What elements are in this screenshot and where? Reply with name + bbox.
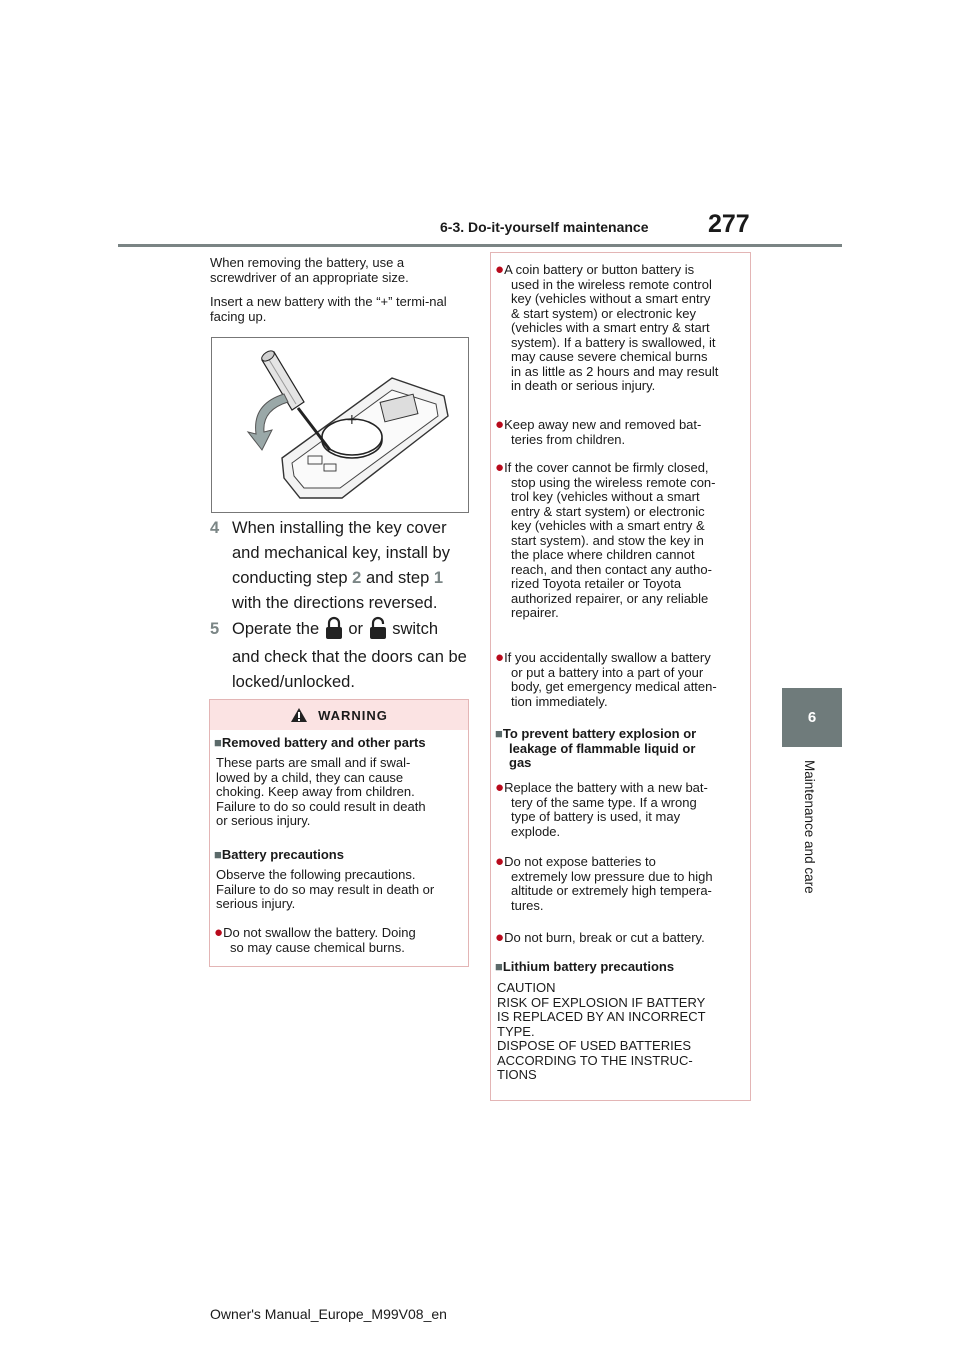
intro-paragraph-2: Insert a new battery with the “+” termi-nal facing up. (210, 294, 447, 324)
warning-box-left (209, 699, 469, 967)
unlock-icon (368, 616, 388, 640)
chapter-tab (782, 688, 842, 747)
intro-paragraph-1: When removing the battery, use a screwdriver of an appropriate size. (210, 255, 409, 285)
step-line: When installing the key cover (232, 519, 447, 537)
step-line (232, 616, 438, 643)
caution-text: CAUTION RISK OF EXPLOSION IF BATTERY IS REPLACED BY AN INCORRECT TYPE. DISPOSE OF USED BATTERIES ACCORDING TO THE INSTRUC- TIONS (497, 980, 706, 1082)
bullet-low-pressure: ●Do not expose batteries to extremely low pressure due to high altitude or extremely high tempera- tures. (495, 853, 713, 913)
bullet-do-not-burn: ●Do not burn, break or cut a battery. (495, 929, 705, 946)
chapter-label-container (800, 760, 820, 920)
heading-battery-precautions: ■Battery precautions (214, 847, 344, 862)
key-battery-diagram (212, 338, 468, 512)
step-ref: 1 (433, 569, 444, 587)
step-4 (210, 515, 480, 625)
footer-text: Owner's Manual_Europe_M99V08_en (210, 1306, 447, 1322)
heading-lithium: ■Lithium battery precautions (495, 959, 675, 974)
step-text: and step (361, 569, 434, 587)
step-ref: 2 (352, 569, 362, 587)
step-text: switch (392, 620, 439, 638)
warning-triangle-icon (290, 707, 308, 723)
header-rule (118, 244, 842, 247)
page-number: 277 (708, 210, 750, 238)
lock-icon (324, 616, 344, 640)
bullet-coin-battery: ●A coin battery or button battery is used in the wireless remote control key (vehicles without a smart entry & start system) or electronic key (vehicles with a smart entry & start system). If a battery is swallowed, it may cause severe chemical burns in as little as 2 hours and may result in death or serious injury. (495, 261, 719, 393)
chapter-label: Maintenance and care (802, 760, 817, 894)
step-text: Operate the (232, 620, 324, 638)
chapter-number: 6 (807, 709, 817, 726)
rotate-arrow-icon (248, 394, 288, 450)
bullet-do-not-swallow: ●Do not swallow the battery. Doing so may cause chemical burns. (214, 924, 416, 955)
step-line (232, 565, 443, 592)
step-line: with the directions reversed. (232, 594, 438, 612)
step-5 (210, 613, 480, 693)
bullet-replace-same-type: ●Replace the battery with a new bat- tery of the same type. If a wrong type of battery is used, it may explode. (495, 779, 708, 839)
step-line: locked/unlocked. (232, 673, 355, 691)
svg-text:+: + (346, 412, 358, 428)
step-number: 5 (210, 620, 220, 638)
paragraph-precautions: Observe the following precautions. Failure to do so may result in death or serious injury. (216, 867, 435, 911)
heading-prevent-explosion: ■To prevent battery explosion or leakage of flammable liquid or gas (495, 726, 697, 770)
step-text: conducting step (232, 569, 353, 587)
step-line: and check that the doors can be (232, 648, 467, 666)
warning-title: WARNING (318, 707, 388, 723)
warning-header (210, 700, 468, 730)
step-text: or (348, 620, 368, 638)
step-number: 4 (210, 519, 220, 537)
paragraph-small-parts: These parts are small and if swal- lowed by a child, they can cause choking. Keep away from children. Failure to do so could result in death or serious injury. (216, 755, 426, 828)
heading-removed-battery: ■Removed battery and other parts (214, 735, 426, 750)
warning-box-right (490, 252, 751, 1101)
bullet-keep-away: ●Keep away new and removed bat- teries from children. (495, 416, 702, 447)
bullet-swallow-emergency: ●If you accidentally swallow a battery or put a battery into a part of your body, get emergency medical atten- tion immediately. (495, 649, 717, 709)
battery-removal-illustration (211, 337, 469, 513)
section-title: 6-3. Do-it-yourself maintenance (440, 219, 649, 235)
bullet-cover-not-closed: ●If the cover cannot be firmly closed, stop using the wireless remote con- trol key (vehicles without a smart entry & start system) or electronic key (vehicles with a smart entry & start system). and stow the key in the place where children cannot reach, and then contact any autho- rized Toyota retailer or Toyota authorized repairer, or any reliable repairer. (495, 459, 716, 620)
step-line: and mechanical key, install by (232, 544, 450, 562)
screwdriver-icon (260, 349, 330, 450)
